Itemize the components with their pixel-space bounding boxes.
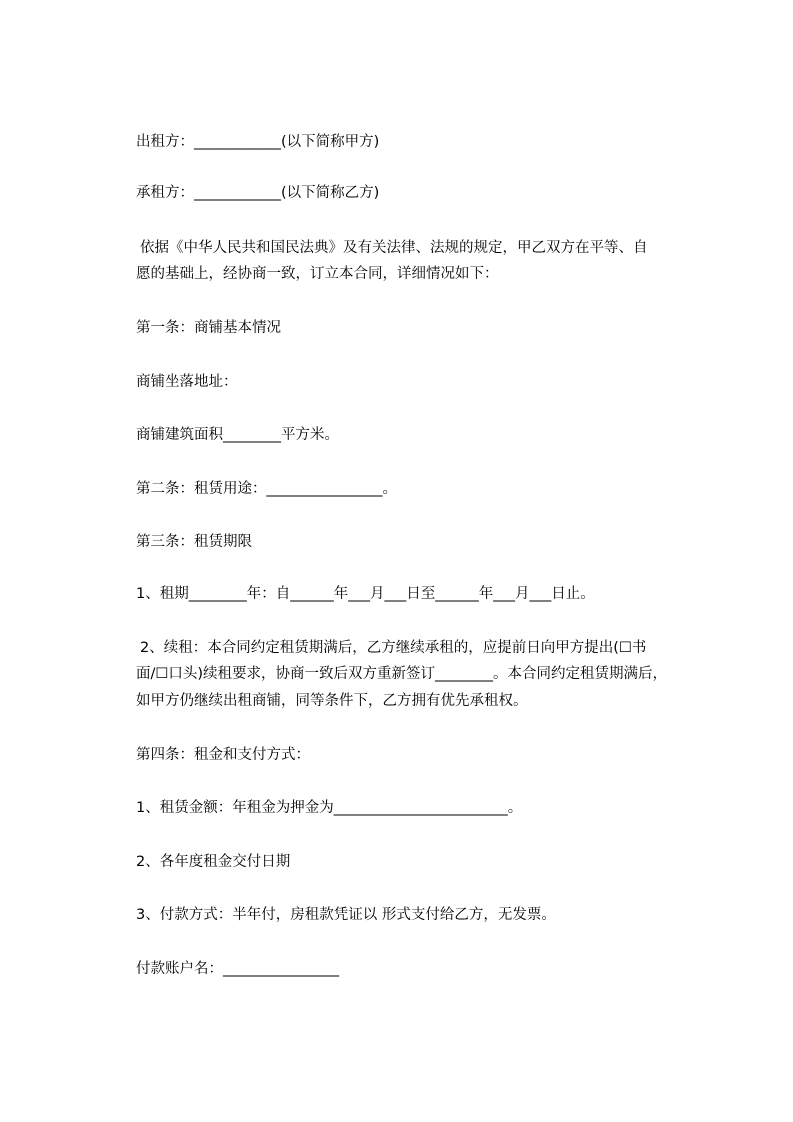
article-2-line: 第二条：租赁用途：________________。 — [136, 481, 397, 497]
article-1-title: 第一条：商铺基本情况 — [136, 320, 281, 336]
renewal-line-3: 如甲方仍继续出租商铺，同等条件下，乙方拥有优先承租权。 — [136, 693, 528, 709]
rent-dates-line: 2、各年度租金交付日期 — [136, 854, 291, 870]
lessee-line: 承租方：____________(以下简称乙方) — [136, 185, 380, 201]
shop-address-line: 商铺坐落地址： — [136, 374, 238, 390]
preamble-line-1: 依据《中华人民共和国民法典》及有关法律、法规的规定，甲乙双方在平等、自 — [140, 240, 648, 256]
payment-method-line: 3、付款方式：半年付，房租款凭证以 形式支付给乙方，无发票。 — [136, 907, 556, 923]
preamble-line-2: 愿的基础上，经协商一致，订立本合同，详细情况如下： — [136, 266, 499, 282]
shop-area-line: 商铺建筑面积________平方米。 — [136, 427, 339, 443]
lessor-line: 出租方：____________(以下简称甲方) — [136, 134, 380, 150]
article-4-title: 第四条：租金和支付方式： — [136, 747, 310, 763]
renewal-line-2: 面/☐口头)续租要求，协商一致后双方重新签订________。本合同约定租赁期满后， — [136, 666, 668, 682]
rent-amount-line: 1、租赁金额：年租金为押金为________________________。 — [136, 800, 523, 816]
payer-account-line: 付款账户名：________________ — [136, 961, 339, 977]
lease-term-line: 1、租期________年：自______年___月___日至______年___月___日止。 — [136, 586, 595, 602]
article-3-title: 第三条：租赁期限 — [136, 534, 252, 550]
renewal-line-1: 2、续租：本合同约定租赁期满后，乙方继续承租的，应提前日向甲方提出(☐书 — [140, 640, 647, 656]
